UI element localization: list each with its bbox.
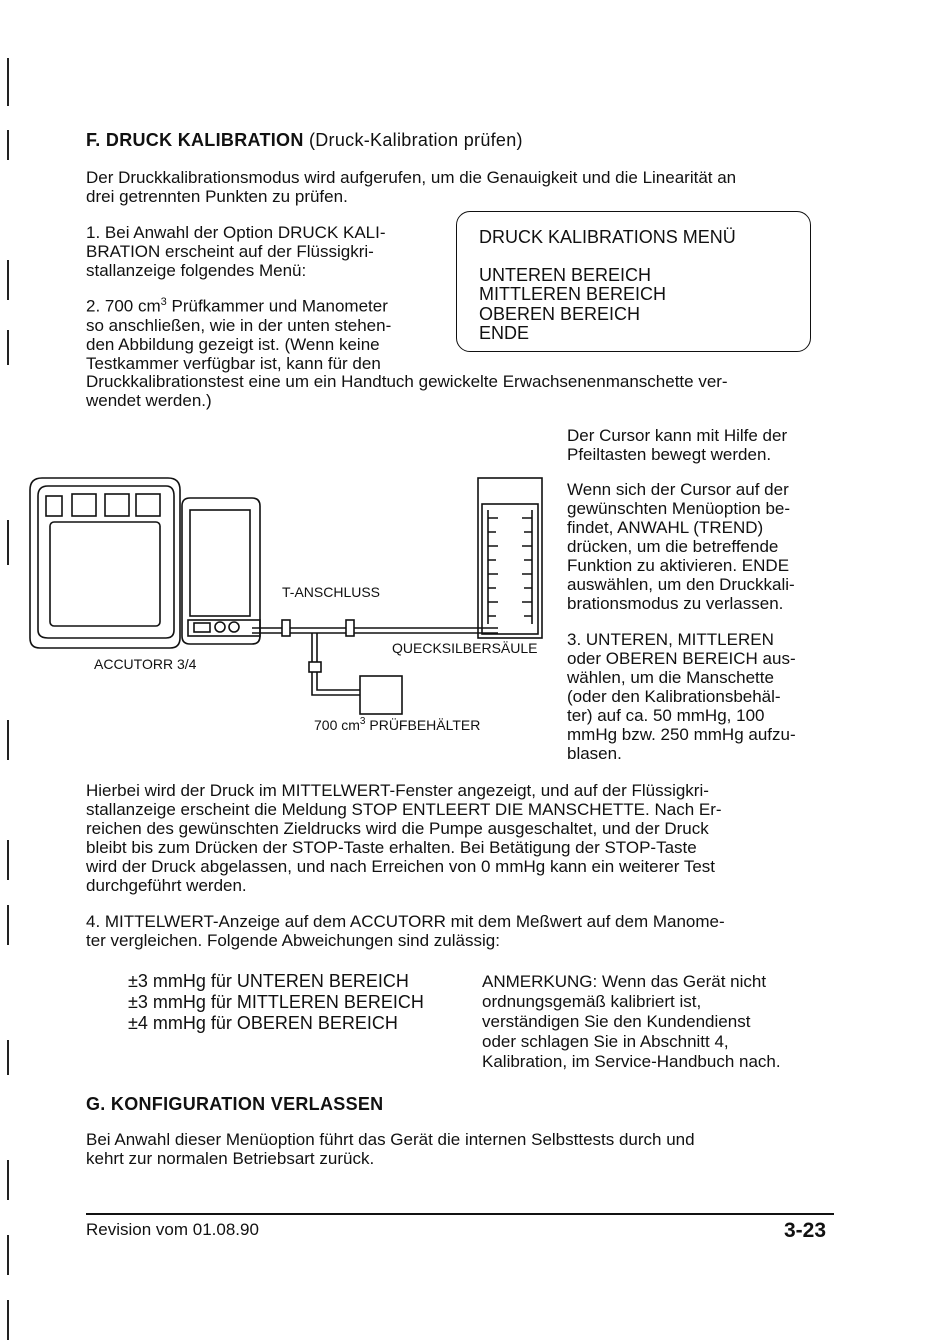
step-3-paragraph xyxy=(567,630,796,763)
section-f-heading-bold: F. DRUCK KALIBRATION xyxy=(86,130,304,150)
footer-revision: Revision vom 01.08.90 xyxy=(86,1220,259,1239)
section-g-heading: G. KONFIGURATION VERLASSEN xyxy=(86,1094,384,1114)
scan-edge-mark xyxy=(7,1040,9,1075)
step-1-paragraph xyxy=(86,223,386,280)
scan-edge-mark xyxy=(7,905,9,945)
text-line: kehrt zur normalen Betriebsart zurück. xyxy=(86,1149,375,1168)
text-line: ANMERKUNG: Wenn das Gerät nicht xyxy=(482,972,767,991)
accutorr-label: ACCUTORR 3/4 xyxy=(94,656,197,672)
text-line: wählen, um die Manschette xyxy=(567,668,774,687)
test-chamber-label xyxy=(314,716,480,733)
text-line: durchgeführt werden. xyxy=(86,876,247,895)
text-line: drei getrennten Punkten zu prüfen. xyxy=(86,187,348,206)
text-line: mmHg bzw. 250 mmHg aufzu- xyxy=(567,725,796,744)
test-chamber-label-b: PRÜFBEHÄLTER xyxy=(365,717,481,733)
scan-edge-mark xyxy=(7,840,9,880)
text-line: Testkammer verfügbar ist, kann für den xyxy=(86,353,381,373)
step-2-text: 2. 700 cm xyxy=(86,296,161,316)
section-f-heading-subtitle: (Druck-Kalibration prüfen) xyxy=(308,130,523,150)
menu-item-mittleren: MITTLEREN BEREICH xyxy=(479,284,667,304)
scan-edge-mark xyxy=(7,260,9,300)
text-line: blasen. xyxy=(567,744,622,763)
tolerance-list xyxy=(128,971,424,1034)
text-line: 1. Bei Anwahl der Option DRUCK KALI- xyxy=(86,223,386,242)
text-line: Druckkalibrationstest eine um ein Handtuch gewickelte Erwachsenenmanschette ver- xyxy=(86,372,728,391)
superscript: 3 xyxy=(160,296,167,308)
text-line: auswählen, um den Druckkali- xyxy=(567,575,795,594)
note-paragraph xyxy=(482,972,781,1072)
text-line: Wenn sich der Cursor auf der xyxy=(567,480,789,499)
text-line: ter vergleichen. Folgende Abweichungen sind zulässig: xyxy=(86,931,500,950)
list-item: ±3 mmHg für MITTLEREN BEREICH xyxy=(128,992,424,1012)
scan-edge-mark xyxy=(7,1235,9,1275)
select-note xyxy=(567,480,795,613)
menu-item-unteren: UNTEREN BEREICH xyxy=(479,264,652,285)
accutorr-monitor-drawing xyxy=(30,478,260,648)
text-line: Der Druckkalibrationsmodus wird aufgerufen, um die Genauigkeit und die Linearität an xyxy=(86,168,737,187)
mercury-column-label: QUECKSILBERSÄULE xyxy=(392,640,538,656)
text-line: den Abbildung gezeigt ist. (Wenn keine xyxy=(86,334,380,354)
scan-edge-mark xyxy=(7,58,9,106)
text-line: verständigen Sie den Kundendienst xyxy=(482,1012,751,1031)
text-line: stallanzeige folgendes Menü: xyxy=(86,261,307,280)
text-line: ter) auf ca. 50 mmHg, 100 xyxy=(567,706,765,725)
scan-edge-mark xyxy=(7,1160,9,1200)
list-item: ±4 mmHg für OBEREN BEREICH xyxy=(128,1013,398,1033)
text-line xyxy=(86,293,391,316)
footer-rule xyxy=(86,1213,834,1215)
intro-paragraph xyxy=(86,168,736,206)
menu-title: DRUCK KALIBRATIONS MENÜ xyxy=(479,227,736,247)
text-line: oder schlagen Sie in Abschnitt 4, xyxy=(482,1032,729,1051)
text-line: wendet werden.) xyxy=(86,391,212,410)
text-line: BRATION erscheint auf der Flüssigkri- xyxy=(86,242,374,261)
text-line: Kalibration, im Service-Handbuch nach. xyxy=(482,1052,781,1071)
section-g-paragraph xyxy=(86,1130,695,1168)
step-2-continuation xyxy=(86,372,728,410)
t-connector-label: T-ANSCHLUSS xyxy=(282,584,381,600)
test-chamber-label-a: 700 cm xyxy=(314,717,360,733)
lcd-menu-box xyxy=(456,211,811,352)
menu-item-oberen: OBEREN BEREICH xyxy=(479,303,641,324)
text-line: bleibt bis zum Drücken der STOP-Taste erhalten. Bei Betätigung der STOP-Taste xyxy=(86,838,697,857)
text-line: 3. UNTEREN, MITTLEREN xyxy=(567,630,774,649)
test-chamber-label-sup: 3 xyxy=(359,716,366,727)
scan-edge-mark xyxy=(7,1300,9,1340)
scan-edge-mark xyxy=(7,520,9,565)
step-2-paragraph xyxy=(86,293,391,373)
display-paragraph xyxy=(86,781,722,895)
step-4-paragraph xyxy=(86,912,725,950)
tubing xyxy=(252,620,498,695)
text-line: drücken, um die betreffende xyxy=(567,537,779,556)
text-line: Funktion zu aktivieren. ENDE xyxy=(567,556,790,575)
text-line: Hierbei wird der Druck im MITTELWERT-Fenster angezeigt, und auf der Flüssigkri- xyxy=(86,781,709,800)
text-line: Bei Anwahl dieser Menüoption führt das Gerät die internen Selbsttests durch und xyxy=(86,1130,695,1149)
text-line: findet, ANWAHL (TREND) xyxy=(567,518,764,537)
scan-edge-mark xyxy=(7,330,9,365)
text-line: (oder den Kalibrationsbehäl- xyxy=(567,687,781,706)
text-line: stallanzeige erscheint die Meldung STOP ENTLEERT DIE MANSCHETTE. Nach Er- xyxy=(86,800,722,819)
text-line: ordnungsgemäß kalibriert ist, xyxy=(482,992,702,1011)
scan-edge-mark xyxy=(7,130,9,160)
text-line: brationsmodus zu verlassen. xyxy=(567,594,784,613)
step-2-text: Prüfkammer und Manometer xyxy=(166,296,388,316)
text-line: so anschließen, wie in der unten stehen- xyxy=(86,315,392,335)
text-line: Der Cursor kann mit Hilfe der xyxy=(567,426,788,445)
page-number: 3-23 xyxy=(784,1219,827,1242)
mercury-column-drawing xyxy=(478,478,542,638)
text-line: wird der Druck abgelassen, und nach Erreichen von 0 mmHg kann ein weiterer Test xyxy=(86,857,715,876)
text-line: gewünschten Menüoption be- xyxy=(567,499,791,518)
test-chamber-drawing xyxy=(360,676,402,714)
text-line: oder OBEREN BEREICH aus- xyxy=(567,649,796,668)
cursor-note xyxy=(567,426,787,464)
section-f-heading xyxy=(86,130,523,151)
scan-edge-mark xyxy=(7,720,9,760)
text-line: Pfeiltasten bewegt werden. xyxy=(567,445,772,464)
list-item: ±3 mmHg für UNTEREN BEREICH xyxy=(128,971,409,991)
text-line: 4. MITTELWERT-Anzeige auf dem ACCUTORR mit dem Meßwert auf dem Manome- xyxy=(86,912,725,931)
calibration-setup-diagram xyxy=(20,470,560,750)
text-line: reichen des gewünschten Zieldrucks wird die Pumpe ausgeschaltet, und der Druck xyxy=(86,819,709,838)
menu-item-ende: ENDE xyxy=(479,323,530,343)
